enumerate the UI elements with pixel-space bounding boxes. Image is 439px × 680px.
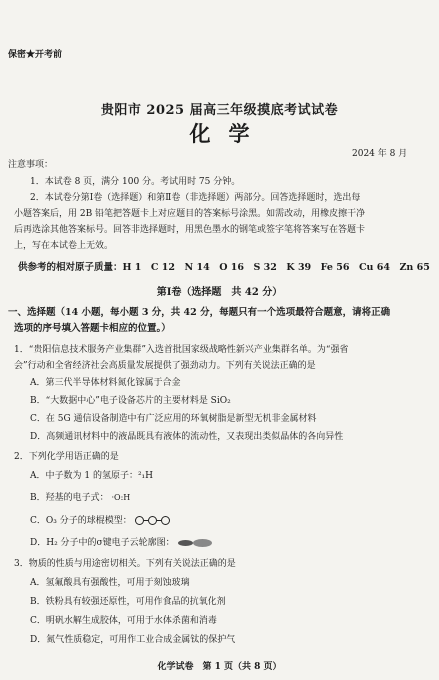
option-a — [30, 468, 153, 481]
option-c — [30, 513, 170, 526]
subject-title: 化学 — [189, 121, 268, 146]
option-b — [30, 490, 130, 503]
option-b: B．铁粉具有较强还原性，可用作食品的抗氧化剂 — [30, 597, 226, 607]
note-line: 上，写在本试卷上无效。 — [14, 241, 114, 251]
option-text: B．羟基的电子式： — [30, 493, 109, 503]
section-title: 第Ⅰ卷（选择题 共 42 分） — [156, 287, 283, 298]
note-line: 1．本试卷 8 页，满分 100 分。考试用时 75 分钟。 — [30, 177, 241, 187]
option-c: C．在 5G 通信设备制造中有广泛应用的环氧树脂是新型无机非金属材料 — [30, 414, 317, 424]
question-stem: 1．“贵阳信息技术服务产业集群”入选首批国家级战略性新兴产业集群名单。为“强省 — [14, 345, 349, 355]
notes-heading: 注意事项： — [8, 160, 54, 170]
note-line: 后再选涂其他答案标号。回答非选择题时，用黑色墨水的钢笔或签字笔将答案写在答题卡 — [14, 225, 366, 235]
nuclide-formula: ²₁H — [137, 471, 154, 481]
option-a: A．第三代半导体材料氮化镓属于合金 — [30, 378, 181, 388]
option-d — [30, 535, 212, 548]
question-stem: 会”行动和全省经济社会高质量发展提供了强劲动力。下列有关说法正确的是 — [14, 361, 316, 371]
confidential-label: 保密★开考前 — [8, 50, 63, 60]
note-line: 小题答案后，用 2B 铅笔把答题卡上对应题目的答案标号涂黑。如需改动，用橡皮擦干净 — [14, 209, 366, 219]
atomic-mass-reference: 供参考的相对原子质量：H 1 C 12 N 14 O 16 S 32 K 39 Fe 56 Cu 64 Zn 65 — [18, 262, 430, 273]
section-intro: 选项的序号填入答题卡相应的位置。） — [14, 323, 171, 334]
option-text: C．O₃ 分子的球棍模型： — [30, 516, 132, 526]
option-c: C．明矾水解生成胶体，可用于水体杀菌和消毒 — [30, 616, 217, 626]
exam-title: 贵阳市 2025 届高三年级摸底考试试卷 — [100, 103, 339, 118]
option-text: D．H₂ 分子中的σ键电子云轮廓图： — [30, 538, 175, 548]
note-line: 2．本试卷分第Ⅰ卷（选择题）和第Ⅱ卷（非选择题）两部分。回答选择题时，选出每 — [30, 193, 361, 203]
option-a: A．氢氟酸具有强酸性，可用于刻蚀玻璃 — [30, 578, 190, 588]
option-text: A．中子数为 1 的氢原子： — [30, 471, 138, 481]
electron-cloud-icon — [178, 539, 212, 547]
electron-dot-formula: ·O:H — [111, 493, 131, 502]
question-stem: 2．下列化学用语正确的是 — [14, 452, 119, 462]
section-intro: 一、选择题（14 小题，每小题 3 分，共 42 分，每题只有一个选项最符合题意，请将正确 — [8, 307, 391, 318]
option-d: D．高频通讯材料中的液晶既具有液体的流动性，又表现出类似晶体的各向异性 — [30, 432, 344, 442]
ball-stick-model-icon — [135, 516, 170, 526]
question-stem: 3．物质的性质与用途密切相关。下列有关说法正确的是 — [14, 559, 236, 569]
page-footer: 化学试卷 第 1 页（共 8 页） — [157, 662, 282, 672]
option-b: B．“大数据中心”电子设备芯片的主要材料是 SiO₂ — [30, 396, 231, 406]
exam-date: 2024 年 8 月 — [352, 149, 408, 159]
option-d: D．氮气性质稳定，可用作工业合成金属钛的保护气 — [30, 635, 236, 645]
